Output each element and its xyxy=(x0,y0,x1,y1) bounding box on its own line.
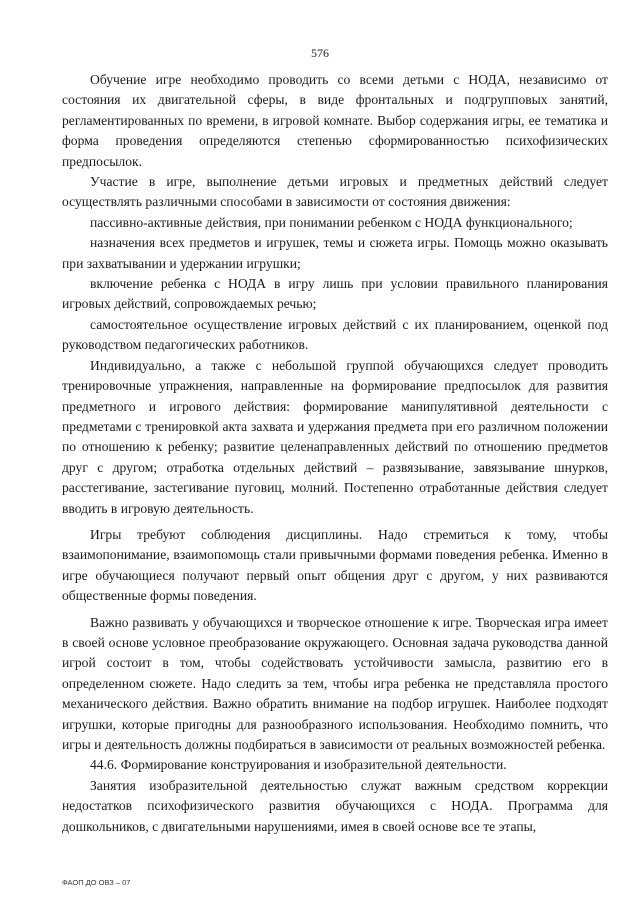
list-item: назначения всех предметов и игрушек, темы и сюжета игры. Помощь можно оказывать при захватывании и удержании игрушки; xyxy=(62,235,608,271)
paragraph: Важно развивать у обучающихся и творческое отношение к игре. Творческая игра имеет в своей основе условное преобразование окружающего. Основная задача руководства данной игрой состоит в том, чтобы содействовать устойчивости замысла, развитию его в определенном сюжете. Надо следить за тем, чтобы игра ребенка не представляла простого механического действия. Важно обратить внимание на подбор игрушек. Наиболее подходят игрушки, которые пригодны для разнообразного использования. Необходимо помнить, что игры и деятельность должны подбираться в зависимости от реальных возможностей ребенка. xyxy=(62,614,608,752)
list-item: самостоятельное осуществление игровых действий с их планированием, оценкой под руководством педагогических работников. xyxy=(62,316,608,353)
paragraph: Обучение игре необходимо проводить со всеми детьми с НОДА, независимо от состояния их двигательной сферы, в виде фронтальных и подгрупповых занятий, регламентированных по времени, в игровой комнате. Выбор содержания игры, ее тематика и форма проведения определяются степенью сформированностью психофизических предпосылок. xyxy=(62,72,608,169)
list-item: пассивно-активные действия, при понимании ребенком с НОДА функционального; xyxy=(90,214,573,230)
footer-code: ФАОП ДО ОВЗ – 07 xyxy=(62,878,131,887)
section-heading: 44.6. Формирование конструирования и изобразительной деятельности. xyxy=(90,757,507,773)
paragraph: Участие в игре, выполнение детьми игровых и предметных действий следует осуществлять различными способами в зависимости от состояния движения: xyxy=(62,174,608,210)
page-number: 576 xyxy=(311,46,329,60)
document-body xyxy=(62,70,608,837)
paragraph: Игры требуют соблюдения дисциплины. Надо стремиться к тому, чтобы взаимопонимание, взаимопомощь стали привычными формами поведения ребенка. Именно в игре обучающиеся получают первый опыт общения друг с другом, у них развиваются общественные формы поведения. xyxy=(62,526,608,604)
paragraph: Занятия изобразительной деятельностью служат важным средством коррекции недостатков психофизического развития обучающихся с НОДА. Программа для дошкольников, с двигательными нарушениями, имея в своей основе все те этапы, xyxy=(62,777,608,834)
paragraph: Индивидуально, а также с небольшой группой обучающихся следует проводить тренировочные упражнения, направленные на формирование предпосылок для развития предметного и игрового действия: формирование манипулятивной деятельности с предметами с тренировкой акта захвата и удержания предмета при его различном положении по отношению к ребенку; развитие целенаправленных действий по отношению предметов друг с другом; отработка отдельных действий – развязывание, завязывание шнурков, расстегивание, застегивание пуговиц, молний. Постепенно отработанные действия следует вводить в игровую деятельность. xyxy=(62,357,608,516)
list-item: включение ребенка с НОДА в игру лишь при условии правильного планирования игровых действий, сопровождаемых речью; xyxy=(62,276,608,312)
